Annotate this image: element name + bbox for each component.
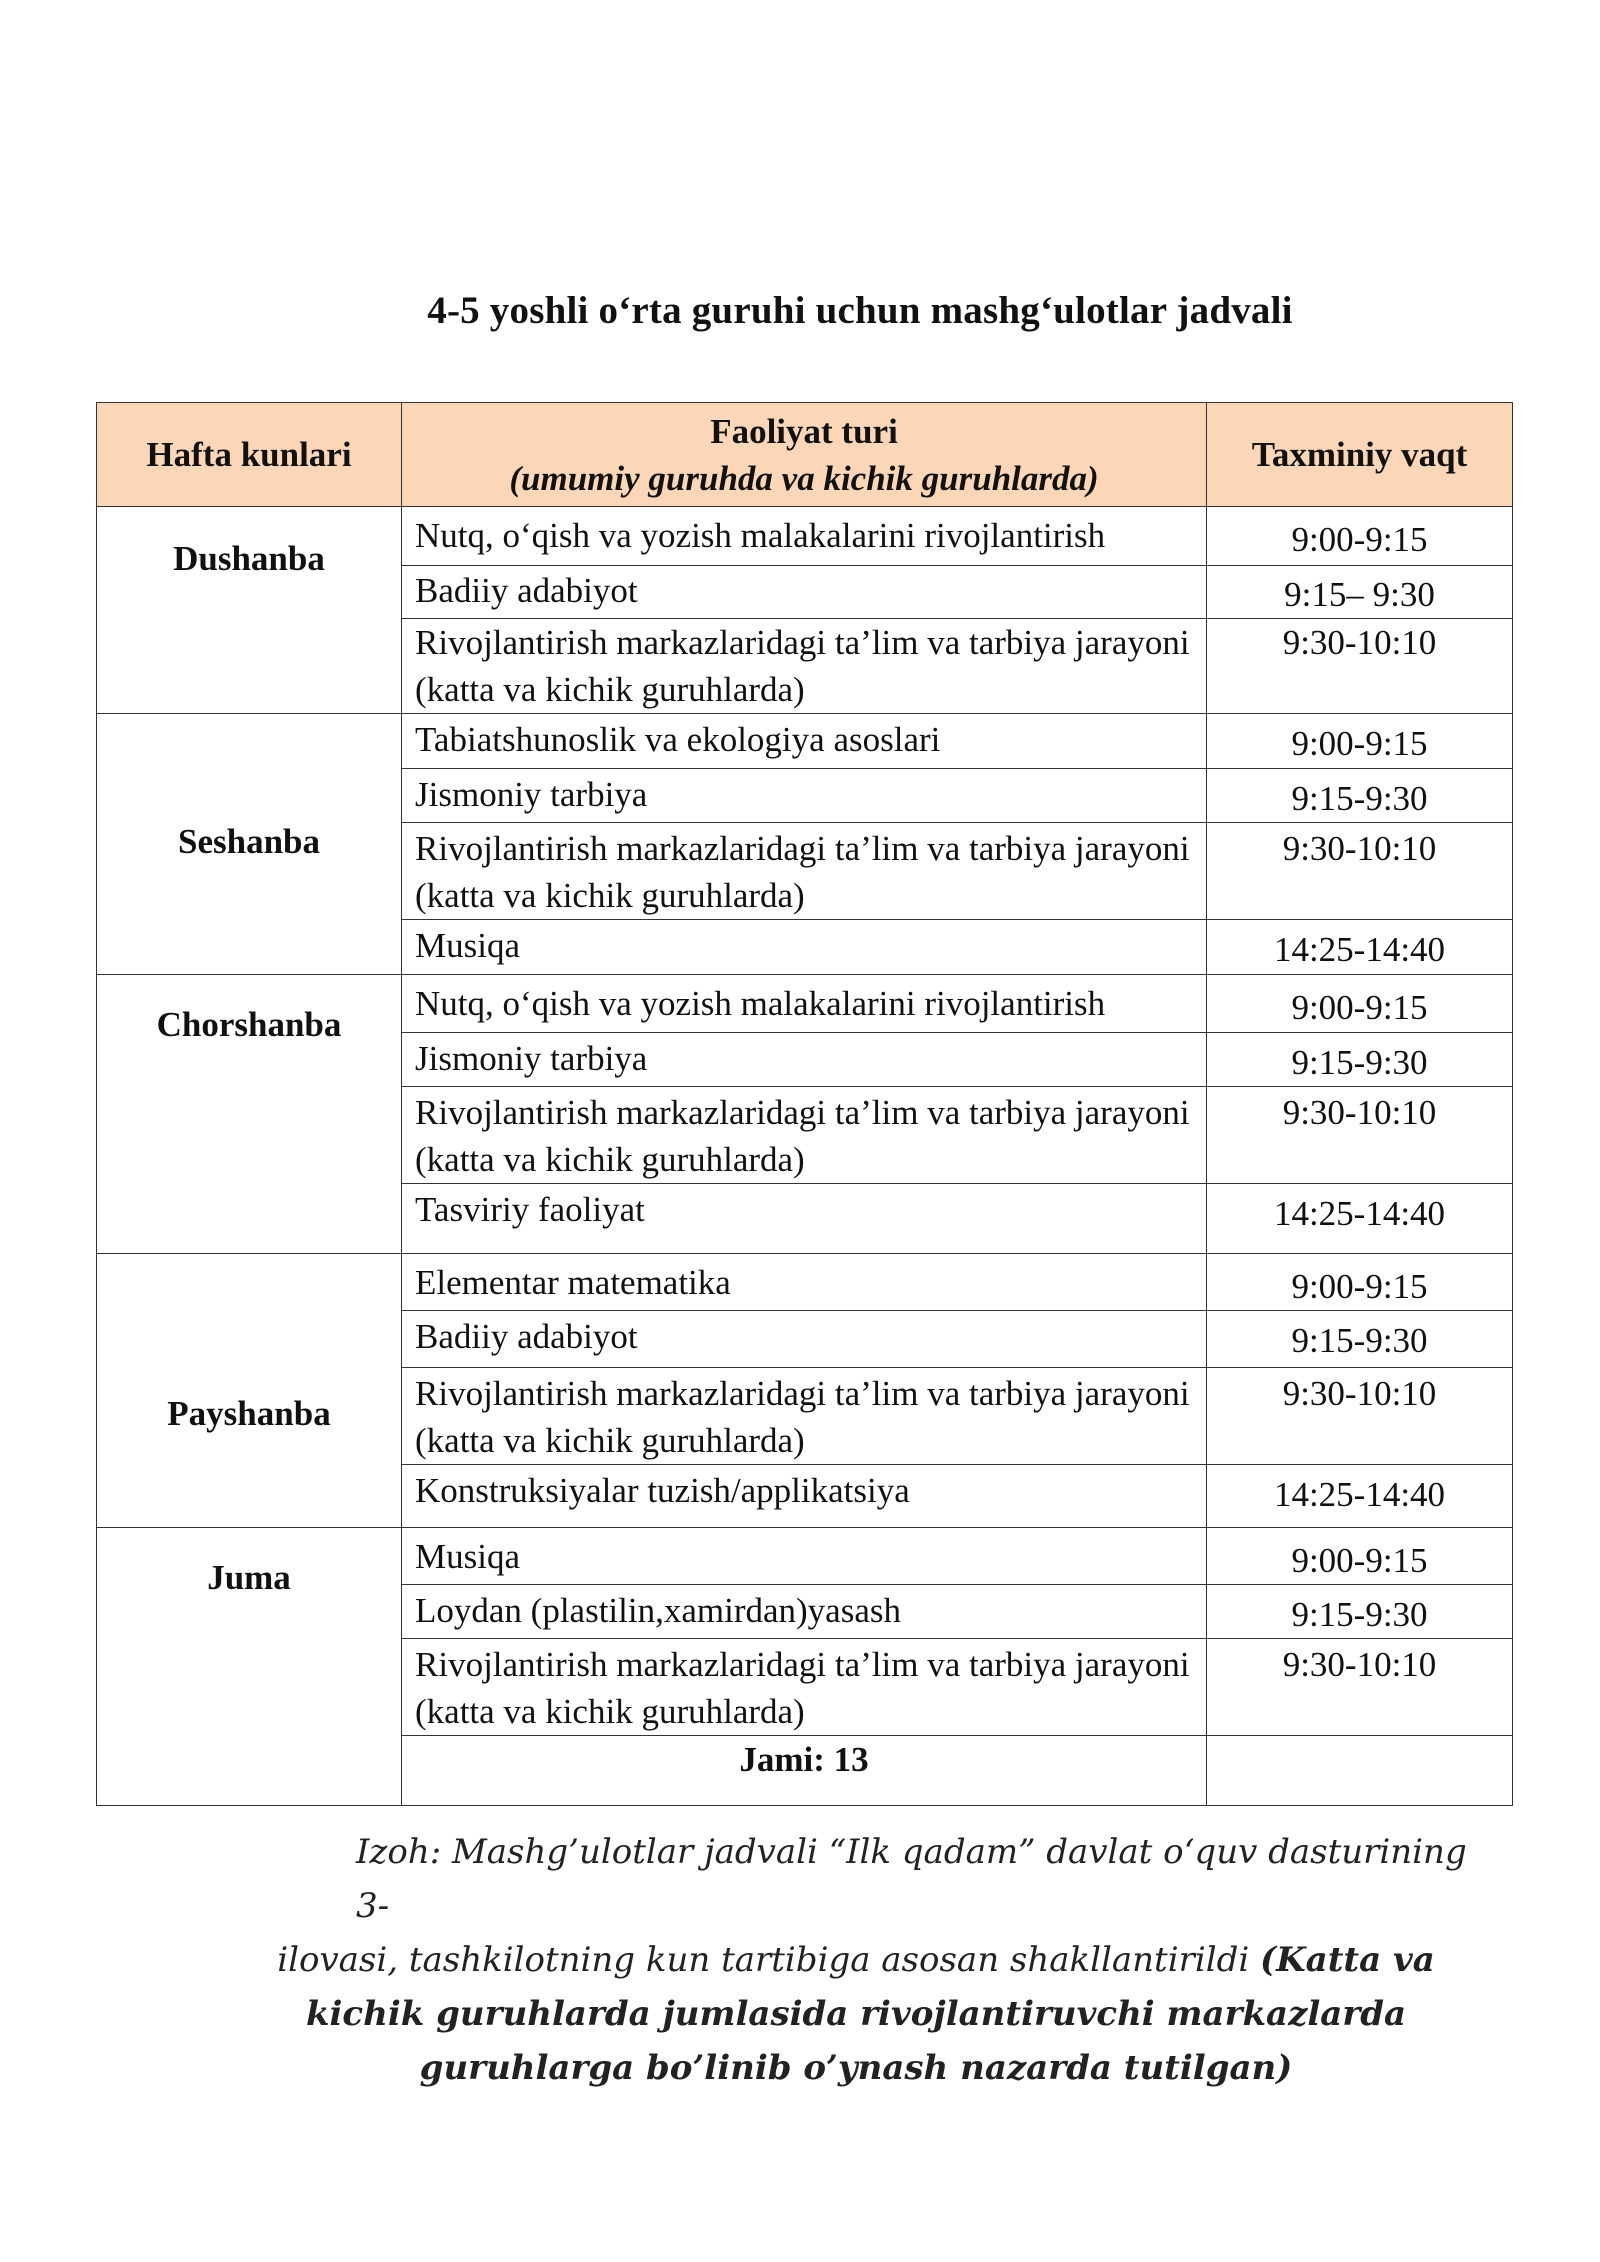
footnote-line-1: Izoh: Mashg’ulotlar jadvali “Ilk qadam” davlat o‘quv dasturining 3-	[356, 1832, 1467, 1926]
header-time: Taxminiy vaqt	[1207, 403, 1513, 507]
day-cell: Chorshanba	[97, 975, 402, 1254]
time-cell: 9:15– 9:30	[1207, 566, 1513, 619]
day-cell: Juma	[97, 1528, 402, 1806]
activity-cell: Jismoniy tarbiya	[402, 1033, 1207, 1087]
activity-cell: Tabiatshunoslik va ekologiya asoslari	[402, 714, 1207, 769]
time-cell: 9:30-10:10	[1207, 1087, 1513, 1184]
activity-cell: Badiiy adabiyot	[402, 566, 1207, 619]
time-cell: 9:00-9:15	[1207, 714, 1513, 769]
header-activity	[402, 403, 1207, 507]
time-cell: 9:15-9:30	[1207, 1033, 1513, 1087]
time-cell: 9:15-9:30	[1207, 1311, 1513, 1368]
time-cell: 14:25-14:40	[1207, 1465, 1513, 1528]
time-cell: 9:30-10:10	[1207, 1639, 1513, 1736]
footnote-bold: (Katta va kichik guruhlarda jumlasida rivojlantiruvchi markazlarda guruhlarga bo’linib o’ynash nazarda tutilgan)	[305, 1940, 1435, 2088]
activity-cell: Nutq, o‘qish va yozish malakalarini rivojlantirish	[402, 975, 1207, 1033]
activity-cell: Musiqa	[402, 1528, 1207, 1585]
time-cell: 9:30-10:10	[1207, 823, 1513, 920]
footnote	[236, 1825, 1476, 2095]
activity-cell: Rivojlantirish markazlaridagi ta’lim va tarbiya jarayoni (katta va kichik guruhlarda)	[402, 1639, 1207, 1736]
activity-cell: Rivojlantirish markazlaridagi ta’lim va tarbiya jarayoni (katta va kichik guruhlarda)	[402, 619, 1207, 714]
footnote-line-2: ilovasi, tashkilotning kun tartibiga asosan shakllantirildi	[277, 1940, 1250, 1980]
table-row	[97, 1528, 1513, 1585]
table-row	[97, 507, 1513, 566]
activity-cell: Jismoniy tarbiya	[402, 769, 1207, 823]
time-cell: 9:00-9:15	[1207, 507, 1513, 566]
activity-cell: Badiiy adabiyot	[402, 1311, 1207, 1368]
activity-cell: Konstruksiyalar tuzish/applikatsiya	[402, 1465, 1207, 1528]
schedule-body	[97, 507, 1513, 1806]
page-title: 4-5 yoshli o‘rta guruhi uchun mashg‘ulotlar jadvali	[427, 289, 1293, 332]
time-cell: 14:25-14:40	[1207, 920, 1513, 975]
time-cell: 9:00-9:15	[1207, 1254, 1513, 1311]
day-cell: Payshanba	[97, 1254, 402, 1528]
activity-cell: Nutq, o‘qish va yozish malakalarini rivojlantirish	[402, 507, 1207, 566]
time-cell: 9:30-10:10	[1207, 619, 1513, 714]
activity-cell: Musiqa	[402, 920, 1207, 975]
total-cell: Jami: 13	[402, 1736, 1207, 1806]
day-cell: Dushanba	[97, 507, 402, 714]
day-cell: Seshanba	[97, 714, 402, 975]
time-cell: 9:00-9:15	[1207, 1528, 1513, 1585]
table-row	[97, 714, 1513, 769]
time-cell: 14:25-14:40	[1207, 1184, 1513, 1254]
activity-cell: Tasviriy faoliyat	[402, 1184, 1207, 1254]
total-time-cell	[1207, 1736, 1513, 1806]
time-cell: 9:30-10:10	[1207, 1368, 1513, 1465]
table-row	[97, 1254, 1513, 1311]
schedule-table	[96, 402, 1513, 1806]
time-cell: 9:00-9:15	[1207, 975, 1513, 1033]
header-activity-label: Faoliyat turi	[710, 411, 898, 451]
activity-cell: Rivojlantirish markazlaridagi ta’lim va tarbiya jarayoni (katta va kichik guruhlarda)	[402, 823, 1207, 920]
table-row	[97, 975, 1513, 1033]
activity-cell: Rivojlantirish markazlaridagi ta’lim va tarbiya jarayoni (katta va kichik guruhlarda)	[402, 1368, 1207, 1465]
activity-cell: Rivojlantirish markazlaridagi ta’lim va tarbiya jarayoni (katta va kichik guruhlarda)	[402, 1087, 1207, 1184]
activity-cell: Loydan (plastilin,xamirdan)yasash	[402, 1585, 1207, 1639]
table-header-row	[97, 403, 1513, 507]
time-cell: 9:15-9:30	[1207, 1585, 1513, 1639]
activity-cell: Elementar matematika	[402, 1254, 1207, 1311]
time-cell: 9:15-9:30	[1207, 769, 1513, 823]
header-day: Hafta kunlari	[97, 403, 402, 507]
header-activity-sub: (umumiy guruhda va kichik guruhlarda)	[509, 458, 1099, 498]
